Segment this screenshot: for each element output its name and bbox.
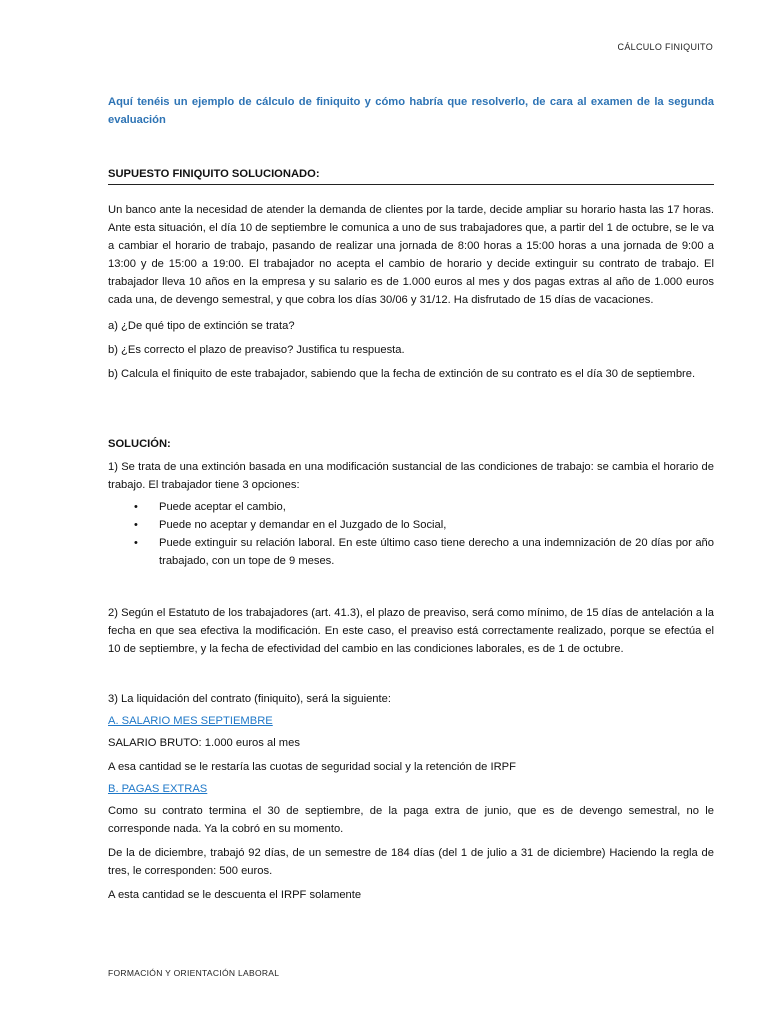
list-item: • Puede aceptar el cambio, xyxy=(108,498,714,516)
question-a: a) ¿De qué tipo de extinción se trata? xyxy=(108,320,295,332)
document-body xyxy=(108,93,714,904)
section-b-heading[interactable]: B. PAGAS EXTRAS xyxy=(108,783,208,795)
options-list xyxy=(108,498,714,570)
question-b: b) ¿Es correcto el plazo de preaviso? Justifica tu respuesta. xyxy=(108,344,405,356)
section-a-line1: SALARIO BRUTO: 1.000 euros al mes xyxy=(108,737,300,749)
section-b-para2: De la de diciembre, trabajó 92 días, de un semestre de 184 días (del 1 de julio a 31 de diciembre) Haciendo la regla de tres, le corresponden: 500 euros. xyxy=(108,847,714,877)
section-b-para3: A esta cantidad se le descuenta el IRPF solamente xyxy=(108,889,362,901)
section-b-para1: Como su contrato termina el 30 de septiembre, de la paga extra de junio, que es de devengo semestral, no le corresponde nada. Ya la cobró en su momento. xyxy=(108,805,714,835)
case-title: SUPUESTO FINIQUITO SOLUCIONADO: xyxy=(108,165,714,185)
question-c: b) Calcula el finiquito de este trabajador, sabiendo que la fecha de extinción de su contrato es el día 30 de septiembre. xyxy=(108,368,696,380)
running-footer: FORMACIÓN Y ORIENTACIÓN LABORAL xyxy=(108,968,280,978)
running-header: CÁLCULO FINIQUITO xyxy=(617,42,713,52)
answer-1-intro: 1) Se trata de una extinción basada en una modificación sustancial de las condiciones de trabajo: se cambia el horario de trabajo. El trabajador tiene 3 opciones: xyxy=(108,461,714,491)
answer-2: 2) Según el Estatuto de los trabajadores (art. 41.3), el plazo de preaviso, será como mínimo, de 15 días de antelación a la fecha en que sea efectiva la modificación. En este caso, el preaviso está correctamente realizado, porque se efectúa el 10 de septiembre, y la fecha de efectividad del cambio en las condiciones laborales, es de 1 de octubre. xyxy=(108,607,714,655)
section-a-line2: A esa cantidad se le restaría las cuotas de seguridad social y la retención de IRPF xyxy=(108,761,516,773)
answer-3-intro: 3) La liquidación del contrato (finiquito), será la siguiente: xyxy=(108,693,391,705)
solution-title: SOLUCIÓN: xyxy=(108,438,171,450)
intro-note: Aquí tenéis un ejemplo de cálculo de finiquito y cómo habría que resolverlo, de cara al examen de la segunda evaluación xyxy=(108,96,714,126)
list-item: • Puede extinguir su relación laboral. En este último caso tiene derecho a una indemnización de 20 días por año trabajado, con un tope de 9 meses. xyxy=(108,534,714,570)
list-item: • Puede no aceptar y demandar en el Juzgado de lo Social, xyxy=(108,516,714,534)
section-a-heading[interactable]: A. SALARIO MES SEPTIEMBRE xyxy=(108,715,273,727)
case-statement: Un banco ante la necesidad de atender la demanda de clientes por la tarde, decide ampliar su horario hasta las 17 horas. Ante esta situación, el día 10 de septiembre le comunica a uno de sus trabajadores que, a partir del 1 de octubre, se le va a cambiar el horario de trabajo, pasando de realizar una jornada de 8:00 horas a 15:00 horas a una jornada de 9:00 a 13:00 y de 15:00 a 19:00. El trabajador no acepta el cambio de horario y decide extinguir su contrato de trabajo. El trabajador lleva 10 años en la empresa y su salario es de 1.000 euros al mes y dos pagas extras al año de 1.000 euros cada una, de devengo semestral, y que cobra los días 30/06 y 31/12. Ha disfrutado de 15 días de vacaciones. xyxy=(108,204,714,306)
